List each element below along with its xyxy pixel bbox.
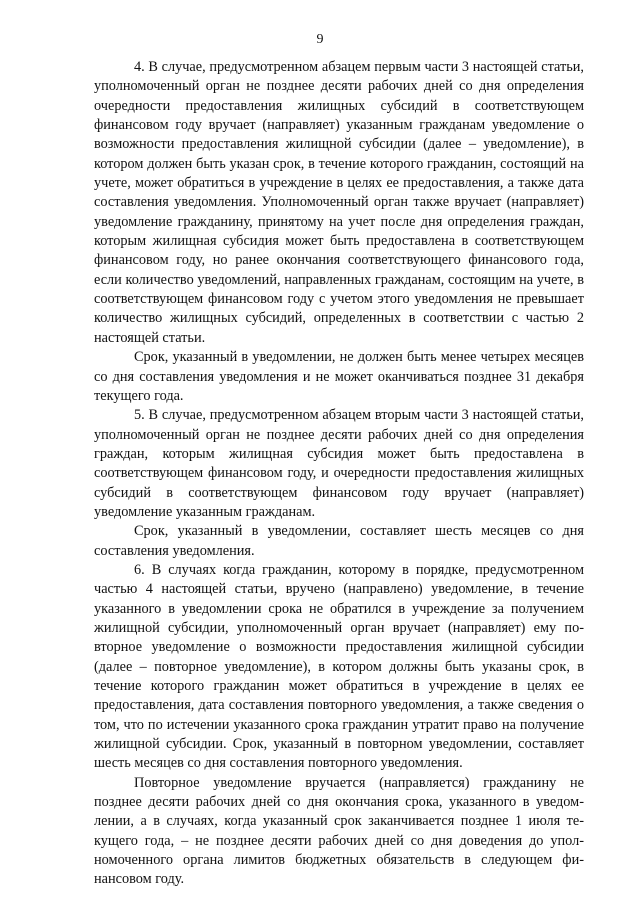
paragraph-repeat-notice: Повторное уведомление вручается (направляется) гражданину не позднее десяти рабочих дней со дня окончания срока, указанного в уведомлении, а в случаях, когда указанный срок заканчивается позднее 1 июля текущего года, – не позднее десяти рабочих дней со дня доведения до уполномоченного органа лимитов бюджетных обязательств в следующем финансовом году. — [94, 774, 584, 888]
page-number: 9 — [316, 32, 324, 47]
paragraph-notice-duration: Срок, указанный в уведомлении, составляет шесть месяцев со дня составления уведомления. — [94, 523, 584, 559]
paragraph-item-5: 5. В случае, предусмотренном абзацем вторым части 3 настоящей статьи, уполномоченный орган не позднее десяти рабочих дней со дня определения граждан, которым жилищная субсидия может быть предоставлена в соответствующем финансовом году, и очередности предоставления жилищных субсидий в соответствующем финансовом году вручает (направляет) уведомление указанным гражданам. — [94, 407, 584, 520]
paragraph-item-6: 6. В случаях когда гражданин, которому в порядке, предусмотренном частью 4 настоящей статьи, вручено (направлено) уведомление, в течение указанного в уведомлении срока не обратился в учреждение за получением жилищной субсидии, уполномоченный орган вручает (направляет) ему повторное уведомление о возможности предоставления жилищной субсидии (далее – повторное уведомление), в котором должны быть указаны срок, в течение которого гражданин может обратиться в учреждение в целях ее предоставления, дата составления повторного уведомления, а также сведения о том, что по истечении указанного срока гражданин утратит право на получение жилищной субсидии. Срок, указанный в повторном уведомлении, составляет шесть месяцев со дня составления повторного уведомления. — [94, 561, 584, 772]
paragraph-notice-term: Срок, указанный в уведомлении, не должен быть менее четырех месяцев со дня составления уведомления и не может оканчиваться позднее 31 декабря текущего года. — [94, 349, 584, 404]
page-body — [94, 58, 584, 890]
paragraph-item-4: 4. В случае, предусмотренном абзацем первым части 3 настоящей статьи, уполномоченный орган не позднее десяти рабочих дней со дня определения очередности предоставления жилищных субсидий в соответствующем финансовом году вручает (направляет) указанным гражданам уведомление о возможности предоставления жилищной субсидии (далее – уведомление), в котором должен быть указан срок, в течение которого гражданин, состоящий на учете, может обратиться в учреждение в целях ее предоставления, а также дата составления уведомления. Уполномоченный орган также вручает (направляет) уведомление гражданину, принятому на учет после дня определения граждан, которым жилищная субсидия может быть предоставлена в соответствующем финансовом году, но ранее окончания соответствующего финансового года, если количество уведомлений, направленных гражданам, состоящим на учете, в соответствующем финансовом году с учетом этого уведомления не превышает количество жилищных субсидий, определенных в соответствии с частью 2 настоящей статьи. — [94, 59, 584, 346]
